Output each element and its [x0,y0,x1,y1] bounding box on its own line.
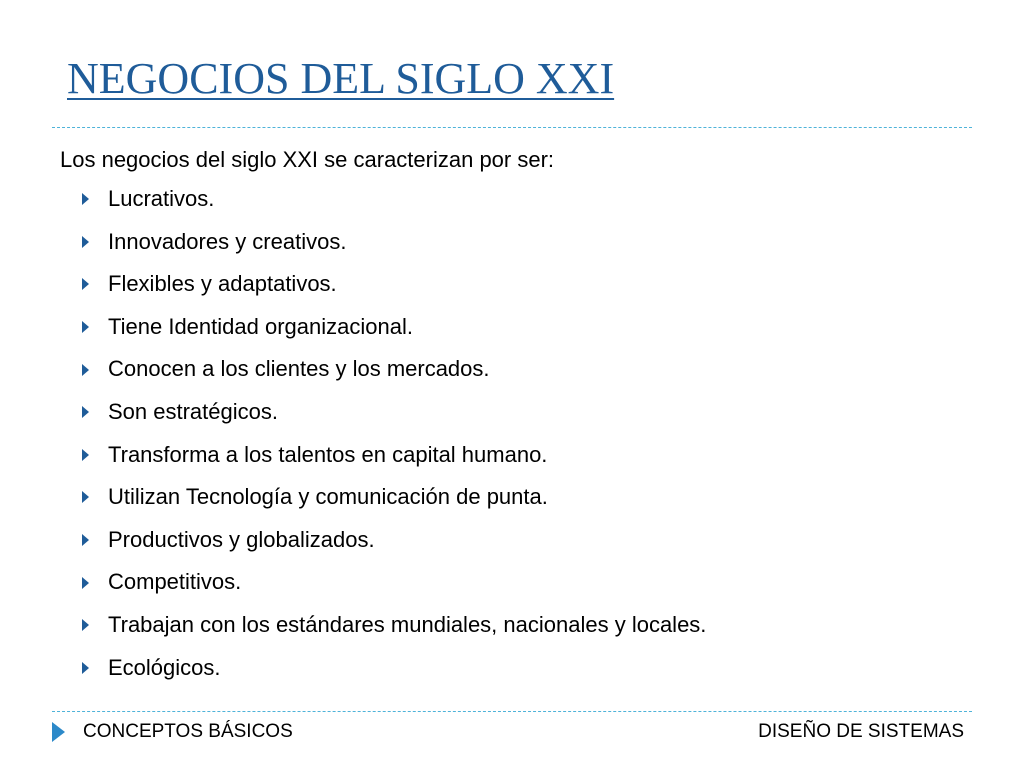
slide-body [60,142,960,689]
footer-divider [52,711,972,712]
bullet-text: Flexibles y adaptativos. [108,271,337,297]
bullet-text: Utilizan Tecnología y comunicación de punta. [108,484,548,510]
list-item [60,434,960,477]
list-item [60,476,960,519]
bullet-text: Productivos y globalizados. [108,526,375,552]
list-item [60,391,960,434]
footer-section-label: CONCEPTOS BÁSICOS [83,721,293,742]
bullet-text: Transforma a los talentos en capital humano. [108,441,548,467]
triangle-bullet-icon [82,278,89,290]
triangle-bullet-icon [82,364,89,376]
triangle-right-icon [52,722,65,742]
list-item [60,604,960,647]
bullet-text: Innovadores y creativos. [108,228,347,254]
bullet-text: Conocen a los clientes y los mercados. [108,356,490,382]
list-item [60,647,960,690]
triangle-bullet-icon [82,406,89,418]
triangle-bullet-icon [82,577,89,589]
intro-text: Los negocios del siglo XXI se caracterizan por ser: [60,147,555,172]
bullet-text: Son estratégicos. [108,398,278,424]
triangle-bullet-icon [82,619,89,631]
footer-course-label: DISEÑO DE SISTEMAS [758,721,964,742]
triangle-bullet-icon [82,662,89,674]
triangle-bullet-icon [82,236,89,248]
triangle-bullet-icon [82,321,89,333]
list-item [60,561,960,604]
list-item [60,519,960,562]
triangle-bullet-icon [82,491,89,503]
list-item [60,306,960,349]
bullet-text: Tiene Identidad organizacional. [108,313,413,339]
bullet-text: Ecológicos. [108,654,221,680]
bullet-list [60,178,960,689]
title-divider [52,127,972,128]
bullet-text: Competitivos. [108,569,242,595]
slide-title: NEGOCIOS DEL SIGLO XXI [67,54,615,103]
triangle-bullet-icon [82,193,89,205]
list-item [60,178,960,221]
list-item [60,348,960,391]
triangle-bullet-icon [82,449,89,461]
bullet-text: Lucrativos. [108,186,215,211]
bullet-text: Trabajan con los estándares mundiales, nacionales y locales. [108,611,707,637]
triangle-bullet-icon [82,534,89,546]
list-item [60,221,960,264]
list-item [60,263,960,306]
